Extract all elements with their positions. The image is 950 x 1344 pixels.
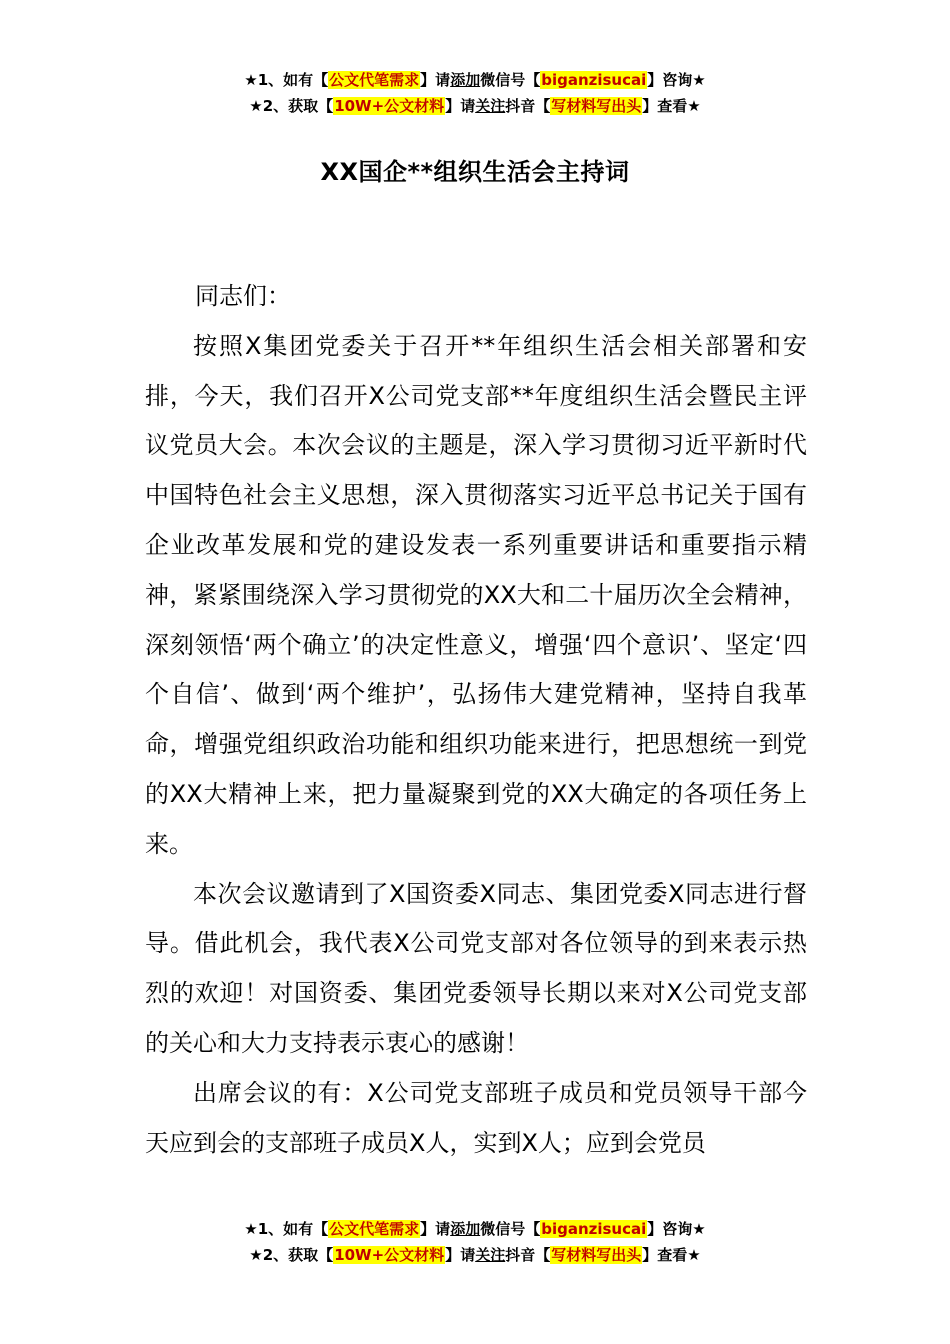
banner-emphasis: 关注 <box>475 97 506 115</box>
banner-text: 微信号【 <box>480 1220 541 1238</box>
banner-highlight: 10W+公文材料 <box>334 97 445 115</box>
banner-text: ★2、获取【 <box>249 1246 334 1264</box>
banner-highlight: 10W+公文材料 <box>334 1246 445 1264</box>
banner-line-2 <box>0 1242 950 1268</box>
banner-text: 】查看★ <box>642 1246 701 1264</box>
paragraph: 本次会议邀请到了X国资委X同志、集团党委X同志进行督导。借此机会，我代表X公司党支部对各位领导的到来表示热烈的欢迎！对国资委、集团党委领导长期以来对X公司党支部的关心和大力支持表示衷心的感谢！ <box>145 879 807 1057</box>
banner-line-1 <box>0 1216 950 1242</box>
banner-highlight: biganzisucai <box>541 1220 647 1238</box>
banner-text: 】咨询★ <box>647 71 706 89</box>
banner-text: 】请 <box>420 71 451 89</box>
banner-line-1 <box>0 67 950 93</box>
banner-highlight: biganzisucai <box>541 71 647 89</box>
banner-highlight: 公文代笔需求 <box>329 1220 420 1238</box>
banner-highlight: 写材料写出头 <box>551 1246 642 1264</box>
banner-text: 微信号【 <box>480 71 541 89</box>
document-body <box>145 272 807 1168</box>
document-title: XX国企**组织生活会主持词 <box>320 158 630 186</box>
banner-text: ★1、如有【 <box>244 1220 329 1238</box>
salutation: 同志们： <box>195 282 291 310</box>
paragraph: 出席会议的有：X公司党支部班子成员和党员领导干部今天应到会的支部班子成员X人，实到X人；应到会党员 <box>145 1078 807 1157</box>
footer-banner <box>0 1216 950 1268</box>
banner-highlight: 公文代笔需求 <box>329 71 420 89</box>
banner-emphasis: 关注 <box>475 1246 506 1264</box>
banner-text: 】请 <box>445 97 476 115</box>
banner-text: ★2、获取【 <box>249 97 334 115</box>
paragraph: 按照X集团党委关于召开**年组织生活会相关部署和安排，今天，我们召开X公司党支部**年度组织生活会暨民主评议党员大会。本次会议的主题是，深入学习贯彻习近平新时代中国特色社会主义思想，深入贯彻落实习近平总书记关于国有企业改革发展和党的建设发表一系列重要讲话和重要指示精神，紧紧围绕深入学习贯彻党的XX大和二十届历次全会精神，深刻领悟‘两个确立’的决定性意义，增强‘四个意识’、坚定‘四个自信’、做到‘两个维护’，弘扬伟大建党精神，坚持自我革命，增强党组织政治功能和组织功能来进行，把思想统一到党的XX大精神上来，把力量凝聚到党的XX大确定的各项任务上来。 <box>145 331 807 858</box>
banner-text: 抖音【 <box>505 1246 551 1264</box>
banner-text: 】查看★ <box>642 97 701 115</box>
banner-text: 】请 <box>420 1220 451 1238</box>
banner-text: 】咨询★ <box>647 1220 706 1238</box>
banner-text: 】请 <box>445 1246 476 1264</box>
banner-highlight: 写材料写出头 <box>551 97 642 115</box>
banner-text: ★1、如有【 <box>244 71 329 89</box>
banner-emphasis: 添加 <box>450 1220 481 1238</box>
banner-line-2 <box>0 93 950 119</box>
banner-emphasis: 添加 <box>450 71 481 89</box>
banner-text: 抖音【 <box>505 97 551 115</box>
header-banner <box>0 67 950 119</box>
